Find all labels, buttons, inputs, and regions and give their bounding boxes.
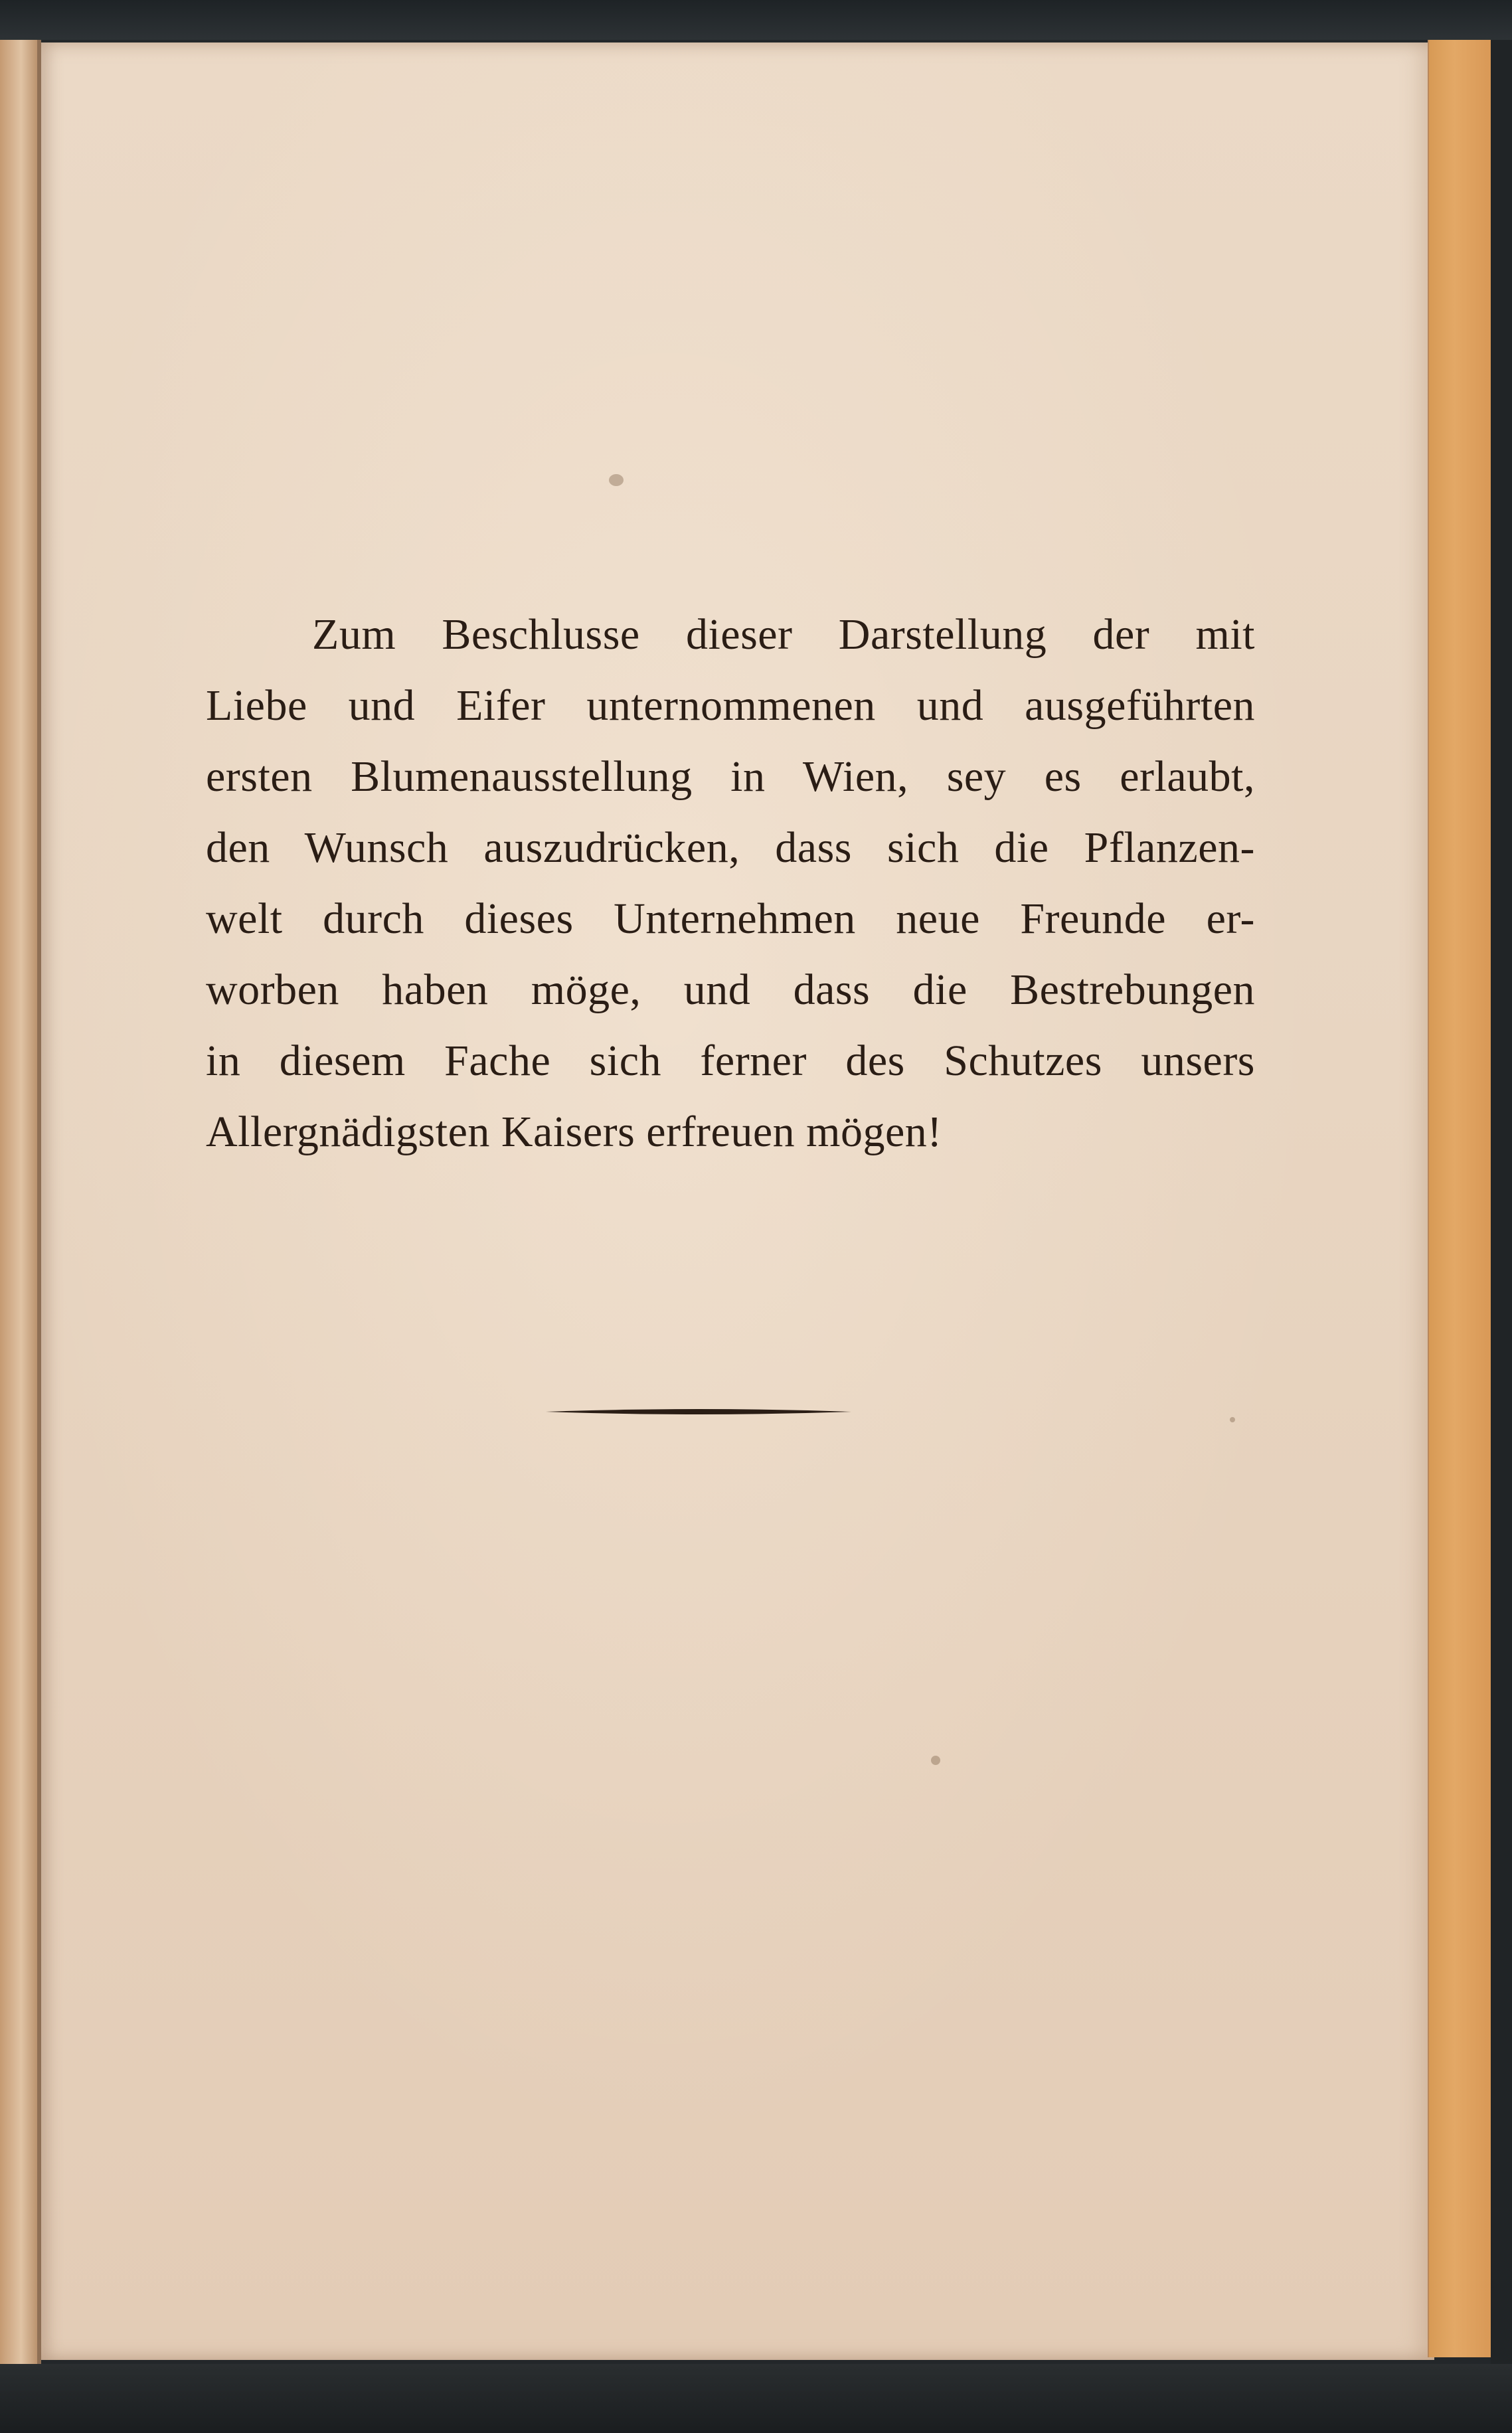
verso-show-through (41, 42, 1432, 2360)
paragraph-line: Liebe und Eifer unternommenen und ausgeführten (206, 681, 1255, 730)
paragraph-line: Allergnädigsten Kaisers erfreuen mögen! (206, 1108, 942, 1156)
left-binding-leaf (0, 40, 39, 2364)
paragraph-line: den Wunsch auszudrücken, dass sich die Pflanzen- (206, 823, 1255, 872)
foxing-spot (609, 474, 624, 486)
top-binding-edge (0, 0, 1512, 40)
paragraph-line: worben haben möge, und dass die Bestrebungen (206, 965, 1255, 1014)
right-page-edge (1428, 40, 1492, 2357)
paragraph-line: ersten Blumenausstellung in Wien, sey es erlaubt, (206, 752, 1255, 801)
closing-paragraph (206, 599, 1255, 1167)
book-page (41, 42, 1434, 2360)
right-cover-edge (1491, 40, 1512, 2433)
paragraph-line: in diesem Fache sich ferner des Schutzes unsers (206, 1037, 1255, 1085)
foxing-spot (931, 1756, 940, 1765)
foxing-spot (1230, 1417, 1235, 1422)
paragraph-line: welt durch dieses Unternehmen neue Freunde er- (206, 894, 1255, 943)
ornamental-rule (546, 1405, 851, 1418)
bottom-cover-edge (0, 2364, 1512, 2433)
paragraph-line: Zum Beschlusse dieser Darstellung der mit (312, 610, 1255, 659)
